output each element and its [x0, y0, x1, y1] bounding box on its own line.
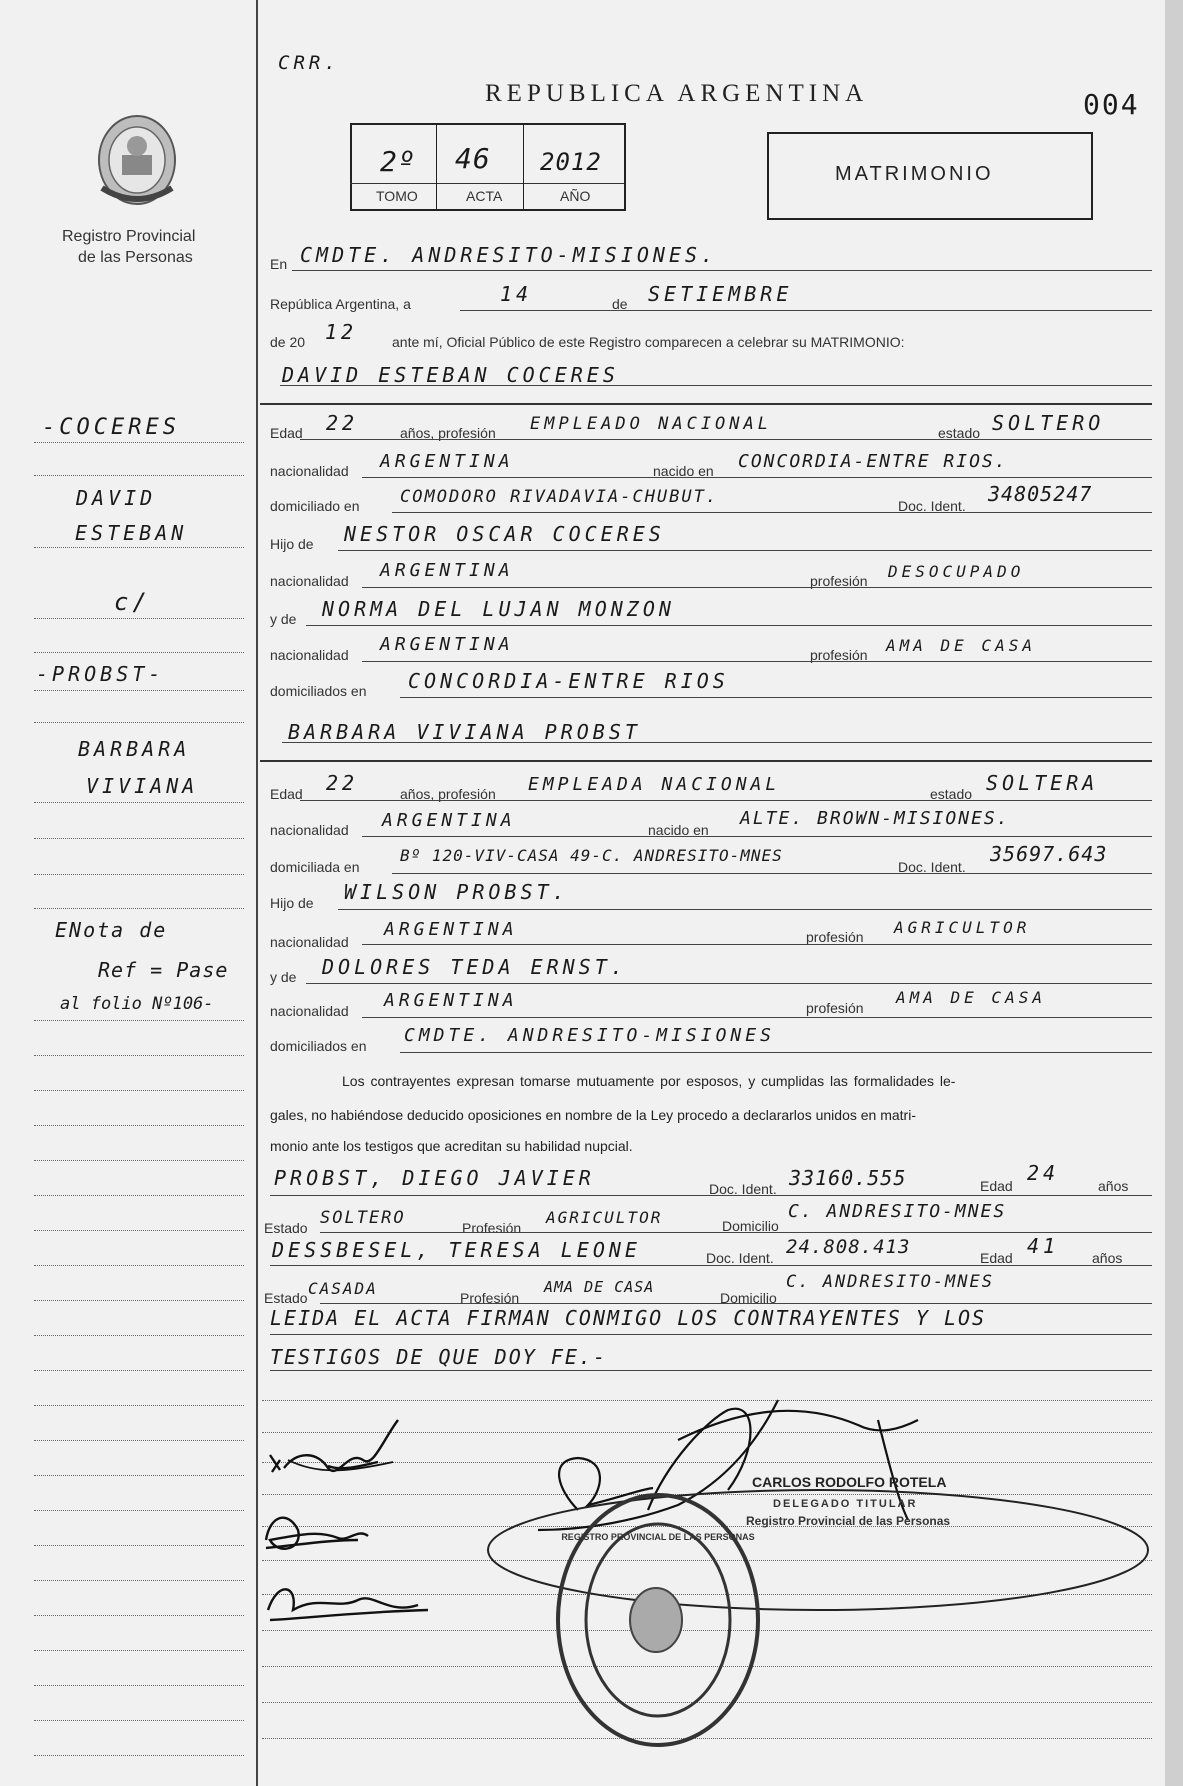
wife-row4-line [338, 909, 1152, 910]
margin-line [34, 618, 244, 619]
wife-domicilio: Bº 120-VIV-CASA 49-C. ANDRESITO-MNES [400, 846, 783, 865]
margin-line [34, 1510, 244, 1511]
husband-padres-dom: CONCORDIA-ENTRE RIOS [408, 669, 729, 693]
anos-profesion-label: años, profesión [400, 425, 496, 441]
wife-padre-nac: ARGENTINA [384, 919, 518, 940]
wife-padres-dom: CMDTE. ANDRESITO-MISIONES [404, 1025, 775, 1046]
signature-4 [538, 1400, 918, 1530]
margin-wife-surname: -PROBST- [36, 662, 165, 686]
wife-profesion: EMPLEADA NACIONAL [528, 774, 781, 795]
signature-3 [268, 1589, 428, 1620]
w2-estado-label: Estado [264, 1290, 308, 1306]
madre-nac-label: nacionalidad [270, 647, 349, 663]
husband-profesion: EMPLEADO NACIONAL [530, 414, 772, 434]
official-seal [558, 1495, 758, 1745]
dia: 14 [500, 282, 533, 306]
husband-row2-line [362, 477, 1152, 478]
margin-line [34, 1475, 244, 1476]
wife-nacionalidad: ARGENTINA [382, 810, 516, 831]
wife-padre-prof: AGRICULTOR [894, 918, 1031, 937]
w1-profesion-label: Profesión [462, 1220, 522, 1236]
intro-text: ante mí, Oficial Público de este Registro comparecen a celebrar su MATRIMONIO: [392, 334, 905, 350]
stamp-role: DELEGADO TITULAR [773, 1498, 918, 1510]
record-box-divider [350, 183, 624, 184]
w2-edad-label: Edad [980, 1250, 1013, 1266]
witness2-doc: 24.808.413 [786, 1236, 911, 1258]
husband-doc: 34805247 [988, 482, 1093, 506]
margin-note3: al folio Nº106- [60, 994, 214, 1014]
wife-madre-prof: AMA DE CASA [896, 988, 1046, 1007]
margin-line [34, 1090, 244, 1091]
stamp-officer: CARLOS RODOLFO ROTELA [752, 1474, 947, 1490]
margin-line [34, 1195, 244, 1196]
closing-line1: LEIDA EL ACTA FIRMAN CONMIGO LOS CONTRAYENTES Y LOS [270, 1306, 987, 1330]
witness1-profesion: AGRICULTOR [546, 1208, 663, 1227]
margin-line [34, 1125, 244, 1126]
margin-husband-name1: DAVID [76, 486, 157, 510]
witness1-row1-line [270, 1195, 1152, 1196]
wife-nacido: ALTE. BROWN-MISIONES. [740, 808, 1010, 829]
y-de-label-w: y de [270, 969, 297, 985]
husband-madre: NORMA DEL LUJAN MONZON [322, 597, 675, 621]
husband-madre-prof: AMA DE CASA [886, 636, 1036, 655]
stamp-office: Registro Provincial de las Personas [746, 1514, 951, 1528]
w1-domicilio-label: Domicilio [722, 1218, 779, 1234]
margin-husband-surname: -COCERES [42, 415, 180, 440]
signature-2 [266, 1518, 368, 1549]
anio-prefix: de 20 [270, 334, 306, 350]
anio-label: AÑO [560, 188, 591, 204]
husband-name: DAVID ESTEBAN COCERES [282, 363, 619, 387]
madre-prof-label: profesión [810, 647, 868, 663]
w1-edad-label: Edad [980, 1178, 1013, 1194]
witness2-name: DESSBESEL, TERESA LEONE [272, 1238, 641, 1262]
de-label: de [612, 296, 628, 312]
wife-name-line [282, 742, 1152, 743]
declaration-line3: monio ante los testigos que acreditan su habilidad nupcial. [270, 1138, 633, 1154]
witness1-row2-line [320, 1232, 1152, 1233]
madre-nac-label-w: nacionalidad [270, 1003, 349, 1019]
margin-connector: c/ [114, 588, 151, 616]
domiciliado-label: domiciliado en [270, 498, 360, 514]
witness1-estado: SOLTERO [320, 1208, 406, 1228]
nacido-label: nacido en [653, 463, 714, 479]
edad-label: Edad [270, 425, 303, 441]
seal-text: REGISTRO PROVINCIAL DE LAS PERSONAS [561, 1532, 755, 1542]
husband-row3-line [392, 512, 1152, 513]
w1-anos-label: años [1098, 1178, 1129, 1194]
y-de-label: y de [270, 611, 297, 627]
record-box-sep2 [523, 125, 524, 209]
w1-doc-label: Doc. Ident. [709, 1181, 777, 1197]
institution-line2: de las Personas [78, 249, 193, 266]
margin-line [34, 722, 244, 723]
w2-profesion-label: Profesión [460, 1290, 520, 1306]
coat-of-arms-icon [92, 110, 182, 210]
margin-line [34, 1545, 244, 1546]
w2-anos-label: años [1092, 1250, 1123, 1266]
wife-madre: DOLORES TEDA ERNST. [322, 955, 627, 979]
margin-line [34, 1580, 244, 1581]
margin-line [34, 1650, 244, 1651]
country-title: REPUBLICA ARGENTINA [485, 80, 869, 107]
nacido-label-w: nacido en [648, 822, 709, 838]
wife-row3-line [392, 873, 1152, 874]
margin-line [34, 1685, 244, 1686]
institution-line1: Registro Provincial [62, 228, 196, 245]
margin-line [34, 908, 244, 909]
padre-prof-label-w: profesión [806, 929, 864, 945]
husband-row5-line [362, 587, 1152, 588]
closing-line2-rule [270, 1370, 1152, 1371]
margin-wife-name2: VIVIANA [86, 774, 199, 798]
hijo-label-w: Hijo de [270, 895, 314, 911]
domiciliados-label-w: domiciliados en [270, 1038, 367, 1054]
witness2-edad: 41 [1027, 1234, 1060, 1258]
padre-prof-label: profesión [810, 573, 868, 589]
margin-line [34, 1055, 244, 1056]
margin-line [34, 1230, 244, 1231]
margin-line [34, 1755, 244, 1756]
husband-padre-prof: DESOCUPADO [888, 562, 1025, 581]
margin-line [34, 1265, 244, 1266]
witness2-domicilio: C. ANDRESITO-MNES [786, 1272, 994, 1292]
nacionalidad-label-w: nacionalidad [270, 822, 349, 838]
doc-label-w: Doc. Ident. [898, 859, 966, 875]
husband-row4-line [338, 550, 1152, 551]
folio-number: 004 [1083, 88, 1140, 121]
rep-label: República Argentina, a [270, 296, 411, 312]
witness1-domicilio: C. ANDRESITO-MNES [788, 1201, 1007, 1222]
husband-name-line [280, 385, 1152, 386]
wife-padre: WILSON PROBST. [344, 880, 569, 904]
witness1-name: PROBST, DIEGO JAVIER [274, 1166, 595, 1190]
hijo-label: Hijo de [270, 536, 314, 552]
husband-madre-nac: ARGENTINA [380, 634, 514, 655]
husband-row6-line [306, 625, 1152, 626]
wife-name: BARBARA VIVIANA PROBST [288, 720, 641, 744]
anio-value: 2012 [540, 148, 602, 176]
wife-edad: 22 [326, 771, 359, 795]
lugar-line [292, 270, 1152, 271]
wife-row6-line [306, 983, 1152, 984]
margin-note1: ENota de [55, 918, 168, 942]
husband-row7-line [362, 661, 1152, 662]
signatures-area [258, 1380, 1158, 1780]
fecha-line [460, 310, 1152, 311]
margin-line [34, 1405, 244, 1406]
husband-estado: SOLTERO [992, 411, 1105, 435]
domiciliados-label: domiciliados en [270, 683, 367, 699]
margin-line [34, 1370, 244, 1371]
husband-nacionalidad: ARGENTINA [380, 451, 514, 472]
acta-value: 46 [455, 142, 491, 175]
wife-row1-line [300, 800, 1152, 801]
wife-row7-line [362, 1017, 1152, 1018]
estado-label-w: estado [930, 786, 973, 802]
husband-edad: 22 [326, 411, 359, 435]
record-box-sep1 [436, 125, 437, 209]
margin-line [34, 1300, 244, 1301]
annotation: CRR. [278, 52, 340, 74]
margin-line [34, 802, 244, 803]
tomo-label: TOMO [376, 188, 418, 204]
padre-nac-label-w: nacionalidad [270, 934, 349, 950]
margin-line [34, 652, 244, 653]
witness2-profesion: AMA DE CASA [544, 1278, 655, 1296]
wife-estado: SOLTERA [986, 771, 1099, 795]
witness1-doc: 33160.555 [789, 1166, 907, 1190]
anos-profesion-label-w: años, profesión [400, 786, 496, 802]
husband-row8-line [400, 697, 1152, 698]
declaration-line2: gales, no habiéndose deducido oposiciones en nombre de la Ley procedo a declararlos unidos en matri- [270, 1107, 916, 1123]
tomo-value: 2º [380, 145, 416, 178]
anio-suffix: 12 [325, 320, 358, 344]
margin-line [34, 475, 244, 476]
husband-row1-line [300, 439, 1152, 440]
lugar: CMDTE. ANDRESITO-MISIONES. [300, 243, 718, 267]
husband-padre: NESTOR OSCAR COCERES [344, 522, 665, 546]
margin-note2: Ref = Pase [98, 958, 229, 982]
husband-nacido: CONCORDIA-ENTRE RIOS. [738, 451, 1008, 472]
w2-doc-label: Doc. Ident. [706, 1250, 774, 1266]
husband-padre-nac: ARGENTINA [380, 560, 514, 581]
wife-row8-line [400, 1052, 1152, 1053]
edad-label-w: Edad [270, 786, 303, 802]
province-logo [92, 110, 182, 215]
husband-domicilio: COMODORO RIVADAVIA-CHUBUT. [400, 487, 719, 507]
acta-label: ACTA [466, 188, 503, 204]
witness2-row2-line [320, 1303, 1152, 1304]
w2-domicilio-label: Domicilio [720, 1290, 777, 1306]
w1-estado-label: Estado [264, 1220, 308, 1236]
padre-nac-label: nacionalidad [270, 573, 349, 589]
type-label: MATRIMONIO [835, 163, 994, 185]
margin-line [34, 1615, 244, 1616]
wife-doc: 35697.643 [990, 842, 1108, 866]
witness2-row1-line [270, 1265, 1152, 1266]
mes: SETIEMBRE [648, 282, 793, 306]
margin-line [34, 690, 244, 691]
margin-line [34, 1440, 244, 1441]
margin-husband-name2: ESTEBAN [75, 521, 188, 545]
estado-label: estado [938, 425, 981, 441]
en-label: En [270, 256, 288, 272]
nacionalidad-label: nacionalidad [270, 463, 349, 479]
page-edge [1165, 0, 1183, 1786]
margin-line [34, 442, 244, 443]
domiciliada-label: domiciliada en [270, 859, 360, 875]
margin-line [34, 874, 244, 875]
signature-1 [270, 1420, 398, 1472]
margin-line [34, 547, 244, 548]
margin-line [34, 1720, 244, 1721]
section-rule-1 [260, 403, 1152, 405]
witness2-estado: CASADA [308, 1279, 378, 1298]
wife-row2-line [362, 836, 1152, 837]
margin-line [34, 1020, 244, 1021]
wife-row5-line [362, 944, 1152, 945]
doc-label: Doc. Ident. [898, 498, 966, 514]
closing-line2: TESTIGOS DE QUE DOY FE.- [270, 1345, 607, 1369]
closing-line1-rule [270, 1334, 1152, 1335]
margin-line [34, 838, 244, 839]
madre-prof-label-w: profesión [806, 1000, 864, 1016]
declaration-line1: Los contrayentes expresan tomarse mutuamente por esposos, y cumplidas las formalidades le- [342, 1073, 956, 1089]
section-rule-2 [260, 760, 1152, 762]
margin-line [34, 1335, 244, 1336]
margin-line [34, 1160, 244, 1161]
margin-wife-name1: BARBARA [78, 737, 191, 761]
witness1-edad: 24 [1027, 1161, 1060, 1185]
wife-madre-nac: ARGENTINA [384, 990, 518, 1011]
